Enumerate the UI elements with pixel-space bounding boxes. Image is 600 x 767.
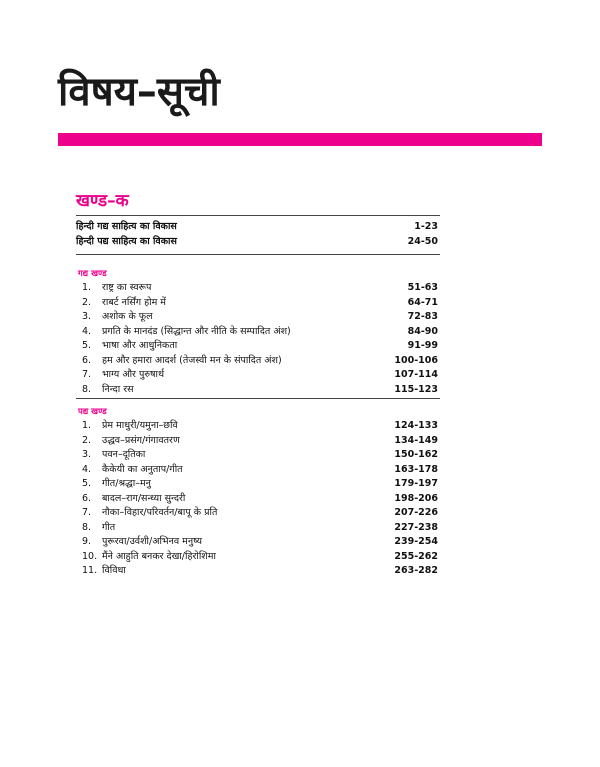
toc-pages: 24-50 [407,235,438,247]
intro-bottom-rule [76,254,440,255]
toc-row[interactable] [76,220,440,235]
toc-row[interactable] [76,419,440,434]
toc-pages: 107-114 [394,369,438,380]
toc-title: निन्दा रस [102,383,134,395]
toc-pages: 227-238 [394,521,438,533]
toc-pages: 239-254 [394,536,438,547]
toc-num: 2. [82,296,92,308]
toc-title: विविधा [102,565,126,576]
toc-row[interactable] [76,235,440,250]
toc-row[interactable] [76,535,440,550]
toc-row[interactable] [76,310,440,325]
gadya-bottom-rule [76,398,440,399]
toc-pages: 124-133 [394,420,438,431]
toc-num: 10. [82,550,98,562]
toc-num: 11. [82,565,98,576]
toc-num: 4. [82,463,92,475]
toc-title: राष्ट्र का स्वरूप [102,282,152,293]
toc-pages: 150-162 [394,449,438,460]
toc-pages: 179-197 [394,478,438,489]
toc-title: नौका–विहार/परिवर्तन/बापू के प्रति [102,507,218,518]
toc-title: राबर्ट नर्सिंग होम में [102,296,166,308]
toc-title: पवन–दूतिका [102,449,146,460]
toc-pages: 134-149 [394,434,438,446]
toc-num: 3. [82,311,92,322]
toc-title: गीत [102,521,116,533]
toc-title: हम और हमारा आदर्श (तेजस्वी मन के संपादित अंश) [102,354,282,366]
toc-row[interactable] [76,477,440,492]
toc-num: 1. [82,420,92,431]
toc-pages: 84-90 [407,325,438,337]
toc-pages: 1-23 [414,221,438,232]
toc-row[interactable] [76,564,440,579]
toc-num: 5. [82,340,92,351]
gadya-heading: गद्य खण्ड [78,269,107,279]
toc-num: 6. [82,354,92,366]
toc-row[interactable] [76,434,440,449]
toc-title: उद्धव–प्रसंग/गंगावतरण [102,434,180,446]
gadya-section [76,267,440,397]
toc-num: 7. [82,369,92,380]
toc-title: अशोक के फूल [102,311,153,322]
toc-row[interactable] [76,463,440,478]
toc-pages: 115-123 [394,383,438,395]
toc-pages: 72-83 [407,311,438,322]
toc-row[interactable] [76,296,440,311]
toc-num: 4. [82,325,92,337]
toc-pages: 64-71 [407,296,438,308]
section-title: खण्ड–क [76,191,129,211]
toc-pages: 163-178 [394,463,438,475]
toc-pages: 100-106 [394,354,438,366]
toc-pages: 51-63 [407,282,438,293]
toc-num: 9. [82,536,92,547]
toc-row[interactable] [76,368,440,383]
toc-num: 3. [82,449,92,460]
toc-num: 5. [82,478,92,489]
toc-row[interactable] [76,521,440,536]
toc-title: बादल–राग/सन्ध्या सुन्दरी [102,492,186,504]
toc-title: हिन्दी पद्य साहित्य का विकास [76,235,177,247]
toc-pages: 263-282 [394,565,438,576]
toc-title: भाग्य और पुरुषार्थ [102,369,165,380]
padya-heading: पद्य खण्ड [78,407,107,417]
toc-title: प्रगति के मानदंड (सिद्धान्त और नीति के सम्पादित अंश) [102,325,291,337]
toc-title: पुरूरवा/उर्वशी/अभिनव मनुष्य [102,536,203,547]
toc-row[interactable] [76,281,440,296]
intro-top-rule [76,215,440,216]
toc-pages: 207-226 [394,507,438,518]
toc-title: मैंने आहुति बनकर देखा/हिरोशिमा [102,550,216,562]
toc-num: 1. [82,282,92,293]
title-bar [58,133,542,146]
toc-row[interactable] [76,506,440,521]
toc-title: कैकेयी का अनुताप/गीत [102,463,183,475]
page-title: विषय–सूची [58,69,220,115]
toc-row[interactable] [76,354,440,369]
toc-row[interactable] [76,325,440,340]
toc-row[interactable] [76,448,440,463]
toc-num: 7. [82,507,92,518]
toc-pages: 198-206 [394,492,438,504]
toc-title: प्रेम माधुरी/यमुना–छवि [102,420,178,431]
toc-num: 8. [82,383,92,395]
toc-num: 6. [82,492,92,504]
toc-num: 2. [82,434,92,446]
toc-row[interactable] [76,550,440,565]
toc-pages: 91-99 [407,340,438,351]
toc-num: 8. [82,521,92,533]
toc-pages: 255-262 [394,550,438,562]
toc-row[interactable] [76,339,440,354]
toc-row[interactable] [76,492,440,507]
padya-section [76,405,440,579]
toc-title: हिन्दी गद्य साहित्य का विकास [76,221,177,232]
toc-row[interactable] [76,383,440,398]
intro-list [76,220,440,249]
toc-title: भाषा और आधुनिकता [102,340,178,351]
toc-title: गीत/श्रद्धा–मनु [102,478,151,489]
